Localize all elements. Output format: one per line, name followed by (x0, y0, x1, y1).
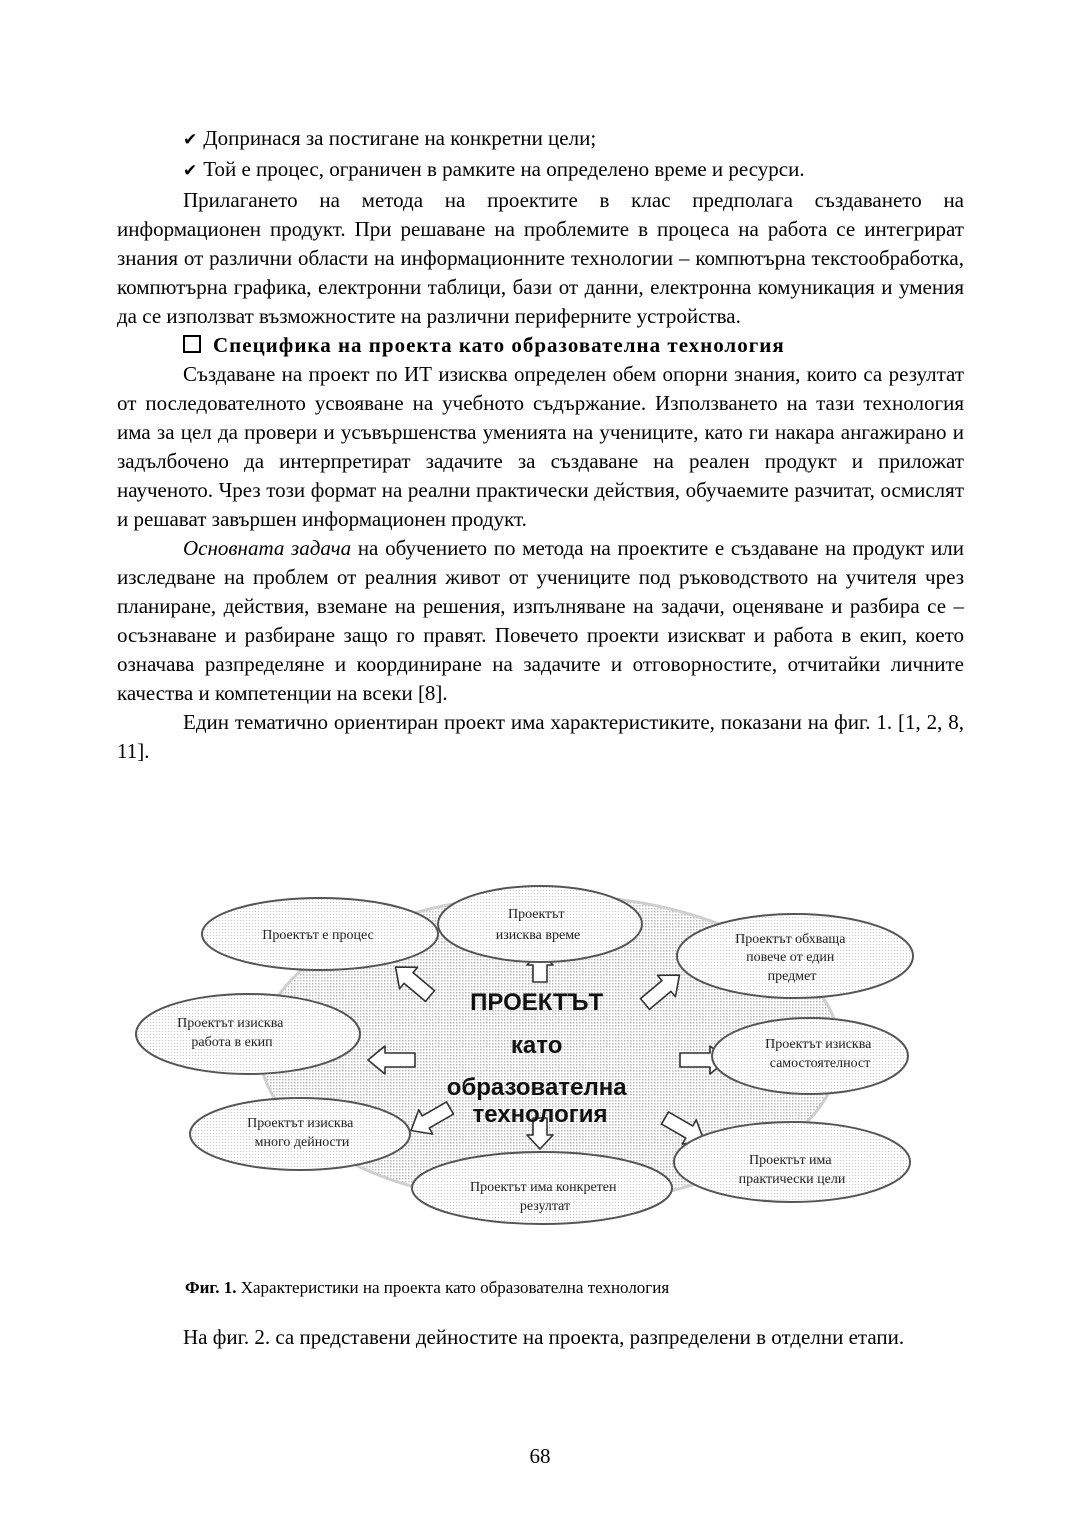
oval-label: резултат (519, 1199, 571, 1214)
paragraph-4: Един тематично ориентиран проект има характеристиките, показани на фиг. 1. [1, 2, 8, 11]. (117, 710, 964, 763)
oval-label: Проектът (507, 907, 565, 922)
paragraph-5: На фиг. 2. са представени дейностите на проекта, разпределени в отделни етапи. (183, 1325, 905, 1349)
oval-teamwork (136, 994, 360, 1074)
closing-text (117, 1322, 964, 1353)
paragraph-3: Основната задача на обучението по метода на проектите е създаване на продукт или изследване на проблем от реалния живот от учениците под ръководството на учителя чрез планиране, действия, вземане на решения, изпълняване на задачи, оценяване и разбира се – осъзнаване и разбиране защо го правят. Повечето проекти изискват и работа в екип, което означава разпределяне и координиране на задачите и отговорностите, отчитайки личните качества и компетенции на всеки [8]. (117, 536, 965, 705)
center-line: като (510, 1032, 563, 1059)
checkbox-square-icon (183, 335, 201, 353)
paragraph-2: Създаване на проект по ИТ изисква определен обем опорни знания, които са резултат от последователното усвояване на учебното съдържание. Използването на тази технология има за цел да провери и усъвършенства уменията на учениците, като ги накара ангажирано и задълбочено да интерпретират задачите за създаване на реален продукт и приложат наученото. Чрез този формат на реални практически действия, обучаемите разчитат, осмислят и решават завършен информационен продукт. (117, 362, 964, 531)
oval-label: практически цели (738, 1172, 846, 1187)
italic-term: Основната задача (183, 536, 352, 560)
oval-activities (190, 1098, 410, 1170)
oval-label: Проектът изисква (177, 1016, 284, 1031)
oval-label: много дейности (254, 1135, 350, 1150)
center-line: образователна (446, 1074, 627, 1101)
checkmark-icon: ✔ (183, 130, 198, 150)
oval-label: Проектът е процес (262, 928, 374, 943)
center-title: ПРОЕКТЪТ (470, 989, 604, 1016)
oval-label: Проектът има конкретен (470, 1180, 617, 1195)
bullet-item: ✔ Допринася за постигане на конкретни цели; (183, 126, 597, 150)
oval-label: предмет (767, 969, 817, 984)
checkmark-icon: ✔ (183, 161, 198, 181)
paragraph-1: Прилагането на метода на проектите в клас предполага създаването на информационен продукт. При решаване на проблемите в процеса на работа се интегрират знания от различни области на информационните технологии – компютърна текстообработка, компютърна графика, електронни таблици, бази от данни, електронна комуникация и умения да се използват възможностите на различни периферните устройства. (117, 188, 964, 328)
main-text (117, 124, 964, 766)
oval-label: самостоятелност (769, 1056, 871, 1071)
caption-label: Фиг. 1. (185, 1278, 237, 1297)
section-heading: Специфика на проекта като образователна технология (117, 331, 964, 360)
oval-label: изисква време (495, 928, 581, 943)
svg-text:Проектът е процес (262, 928, 374, 943)
figure-caption (185, 1278, 669, 1298)
bullet-item: ✔ Той е процес, ограничен в рамките на определено време и ресурси. (183, 157, 805, 181)
oval-label: повече от един (746, 950, 835, 965)
oval-label: Проектът обхваща (735, 932, 846, 947)
oval-label: Проектът има (748, 1153, 832, 1168)
oval-label: работа в екип (191, 1035, 273, 1050)
caption-text: Характеристики на проекта като образователна технология (236, 1278, 670, 1297)
center-line: технология (472, 1101, 608, 1128)
page-number: 68 (529, 1444, 551, 1468)
oval-time (438, 886, 642, 962)
oval-label: Проектът изисква (247, 1116, 354, 1131)
oval-label: Проектът изисква (765, 1037, 872, 1052)
project-characteristics-diagram (120, 878, 920, 1230)
